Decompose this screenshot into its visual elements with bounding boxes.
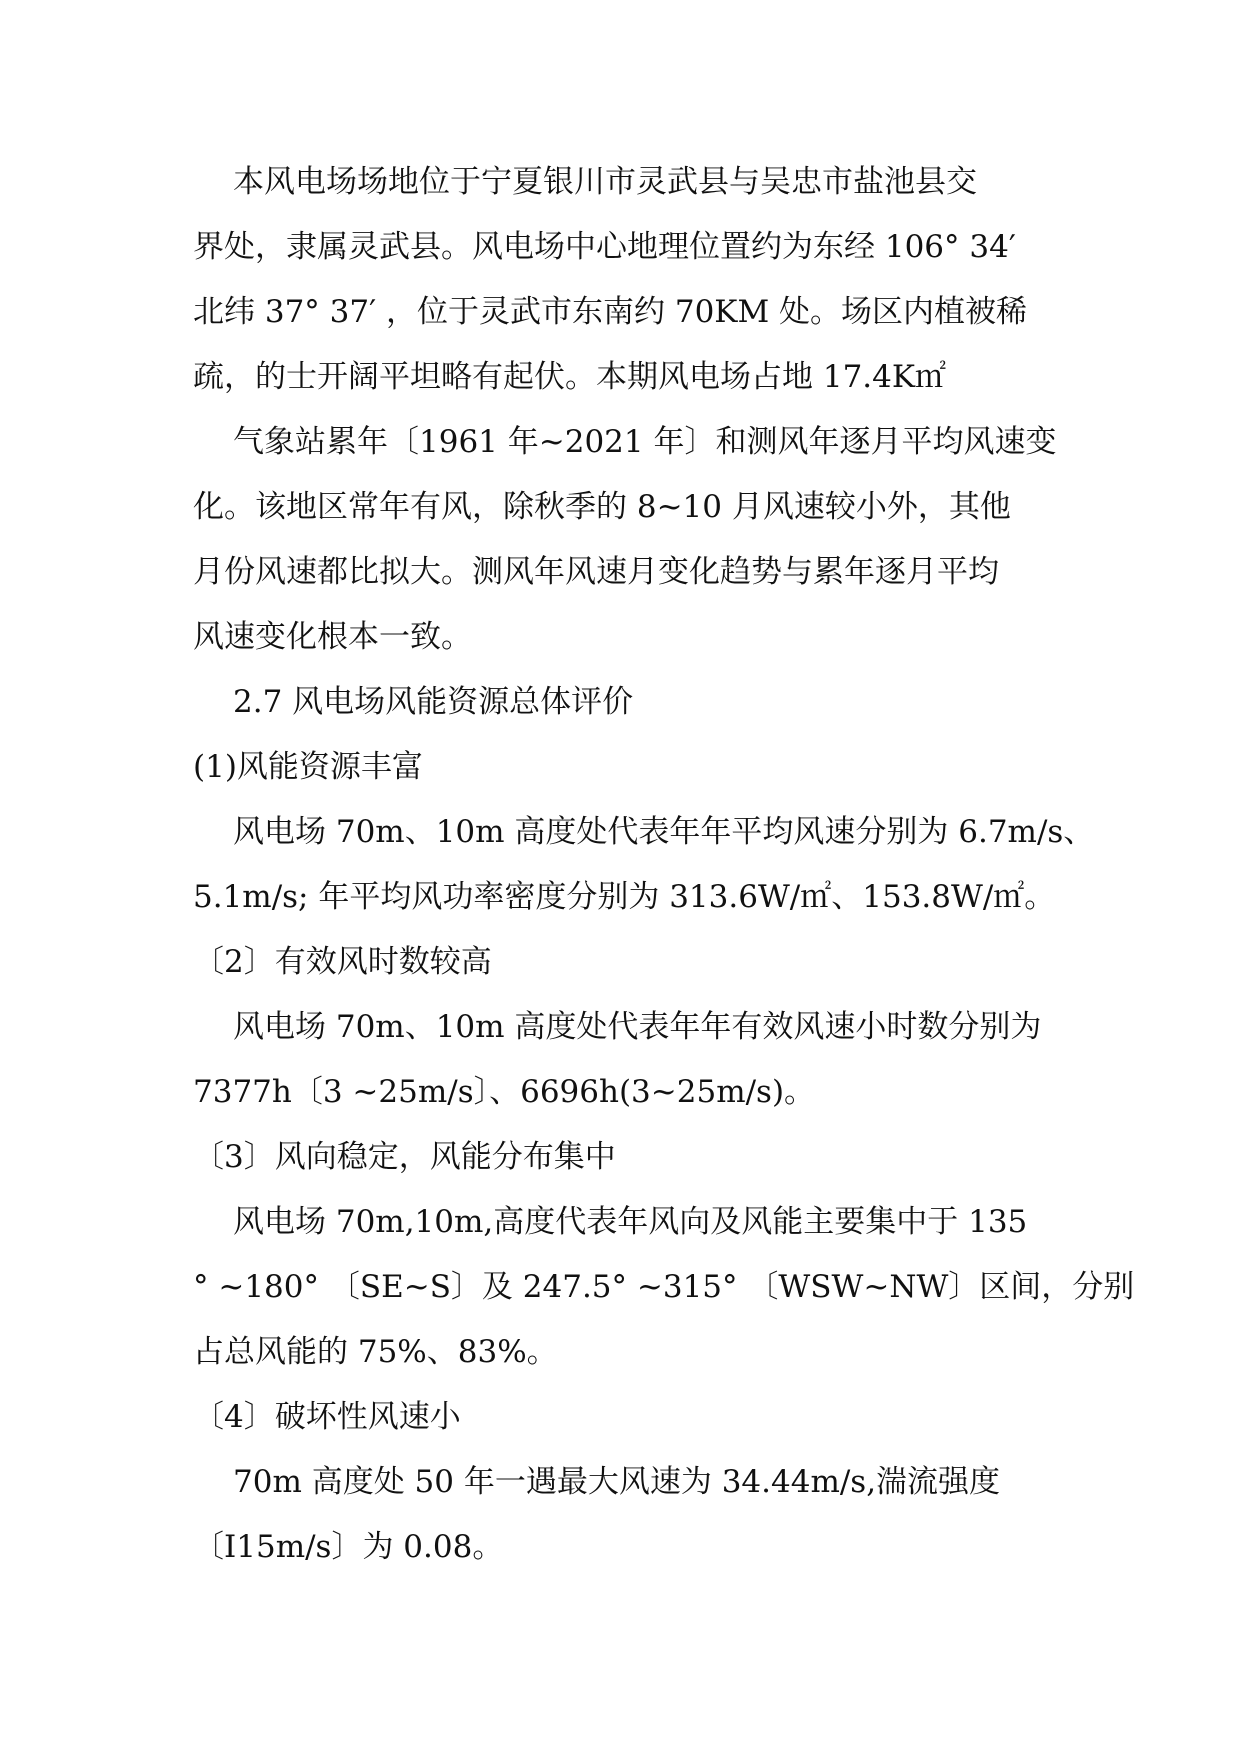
item-2-text-line-1: 风电场 70m、10m 高度处代表年年有效风速小时数分别为: [233, 1009, 1042, 1045]
item-3-text-line-1: 风电场 70m,10m,高度代表年风向及风能主要集中于 135: [233, 1204, 1028, 1240]
item-1-text-line-2: 5.1m/s; 年平均风功率密度分别为 313.6W/㎡、153.8W/㎡。: [193, 879, 1056, 915]
item-3-text-line-3: 占总风能的 75%、83%。: [193, 1334, 558, 1370]
item-2-text-line-2: 7377h〔3 ~25m/s〕、6696h(3~25m/s)。: [193, 1074, 816, 1110]
item-heading-2: 〔2〕有效风时数较高: [193, 944, 492, 980]
paragraph-site-location-line-1: 本风电场场地位于宁夏银川市灵武县与吴忠市盐池县交: [233, 164, 977, 200]
item-heading-3: 〔3〕风向稳定，风能分布集中: [193, 1139, 616, 1175]
item-4-text-line-1: 70m 高度处 50 年一遇最大风速为 34.44m/s,湍流强度: [233, 1464, 1001, 1500]
item-4-text-line-2: 〔I15m/s〕为 0.08。: [193, 1529, 504, 1565]
item-heading-1: (1)风能资源丰富: [193, 749, 423, 785]
paragraph-weather-station-line-2: 化。该地区常年有风，除秋季的 8~10 月风速较小外，其他: [193, 489, 1011, 525]
section-heading-2-7: 2.7 风电场风能资源总体评价: [233, 684, 634, 720]
paragraph-weather-station-line-3: 月份风速都比拟大。测风年风速月变化趋势与累年逐月平均: [193, 554, 999, 590]
item-3-text-line-2: ° ~180° 〔SE~S〕及 247.5° ~315° 〔WSW~NW〕区间，分别: [193, 1269, 1135, 1305]
item-heading-4: 〔4〕破坏性风速小: [193, 1399, 461, 1435]
paragraph-weather-station-line-1: 气象站累年〔1961 年~2021 年〕和测风年逐月平均风速变: [233, 424, 1057, 460]
paragraph-site-location-line-4: 疏，的士开阔平坦略有起伏。本期风电场占地 17.4K㎡: [193, 359, 947, 395]
item-1-text-line-1: 风电场 70m、10m 高度处代表年年平均风速分别为 6.7m/s、: [233, 814, 1095, 850]
paragraph-weather-station-line-4: 风速变化根本一致。: [193, 619, 472, 655]
paragraph-site-location-line-3: 北纬 37° 37′ ，位于灵武市东南约 70KM 处。场区内植被稀: [193, 294, 1028, 330]
document-page: [193, 150, 1135, 1580]
paragraph-site-location-line-2: 界处，隶属灵武县。风电场中心地理位置约为东经 106° 34′: [193, 229, 1016, 265]
